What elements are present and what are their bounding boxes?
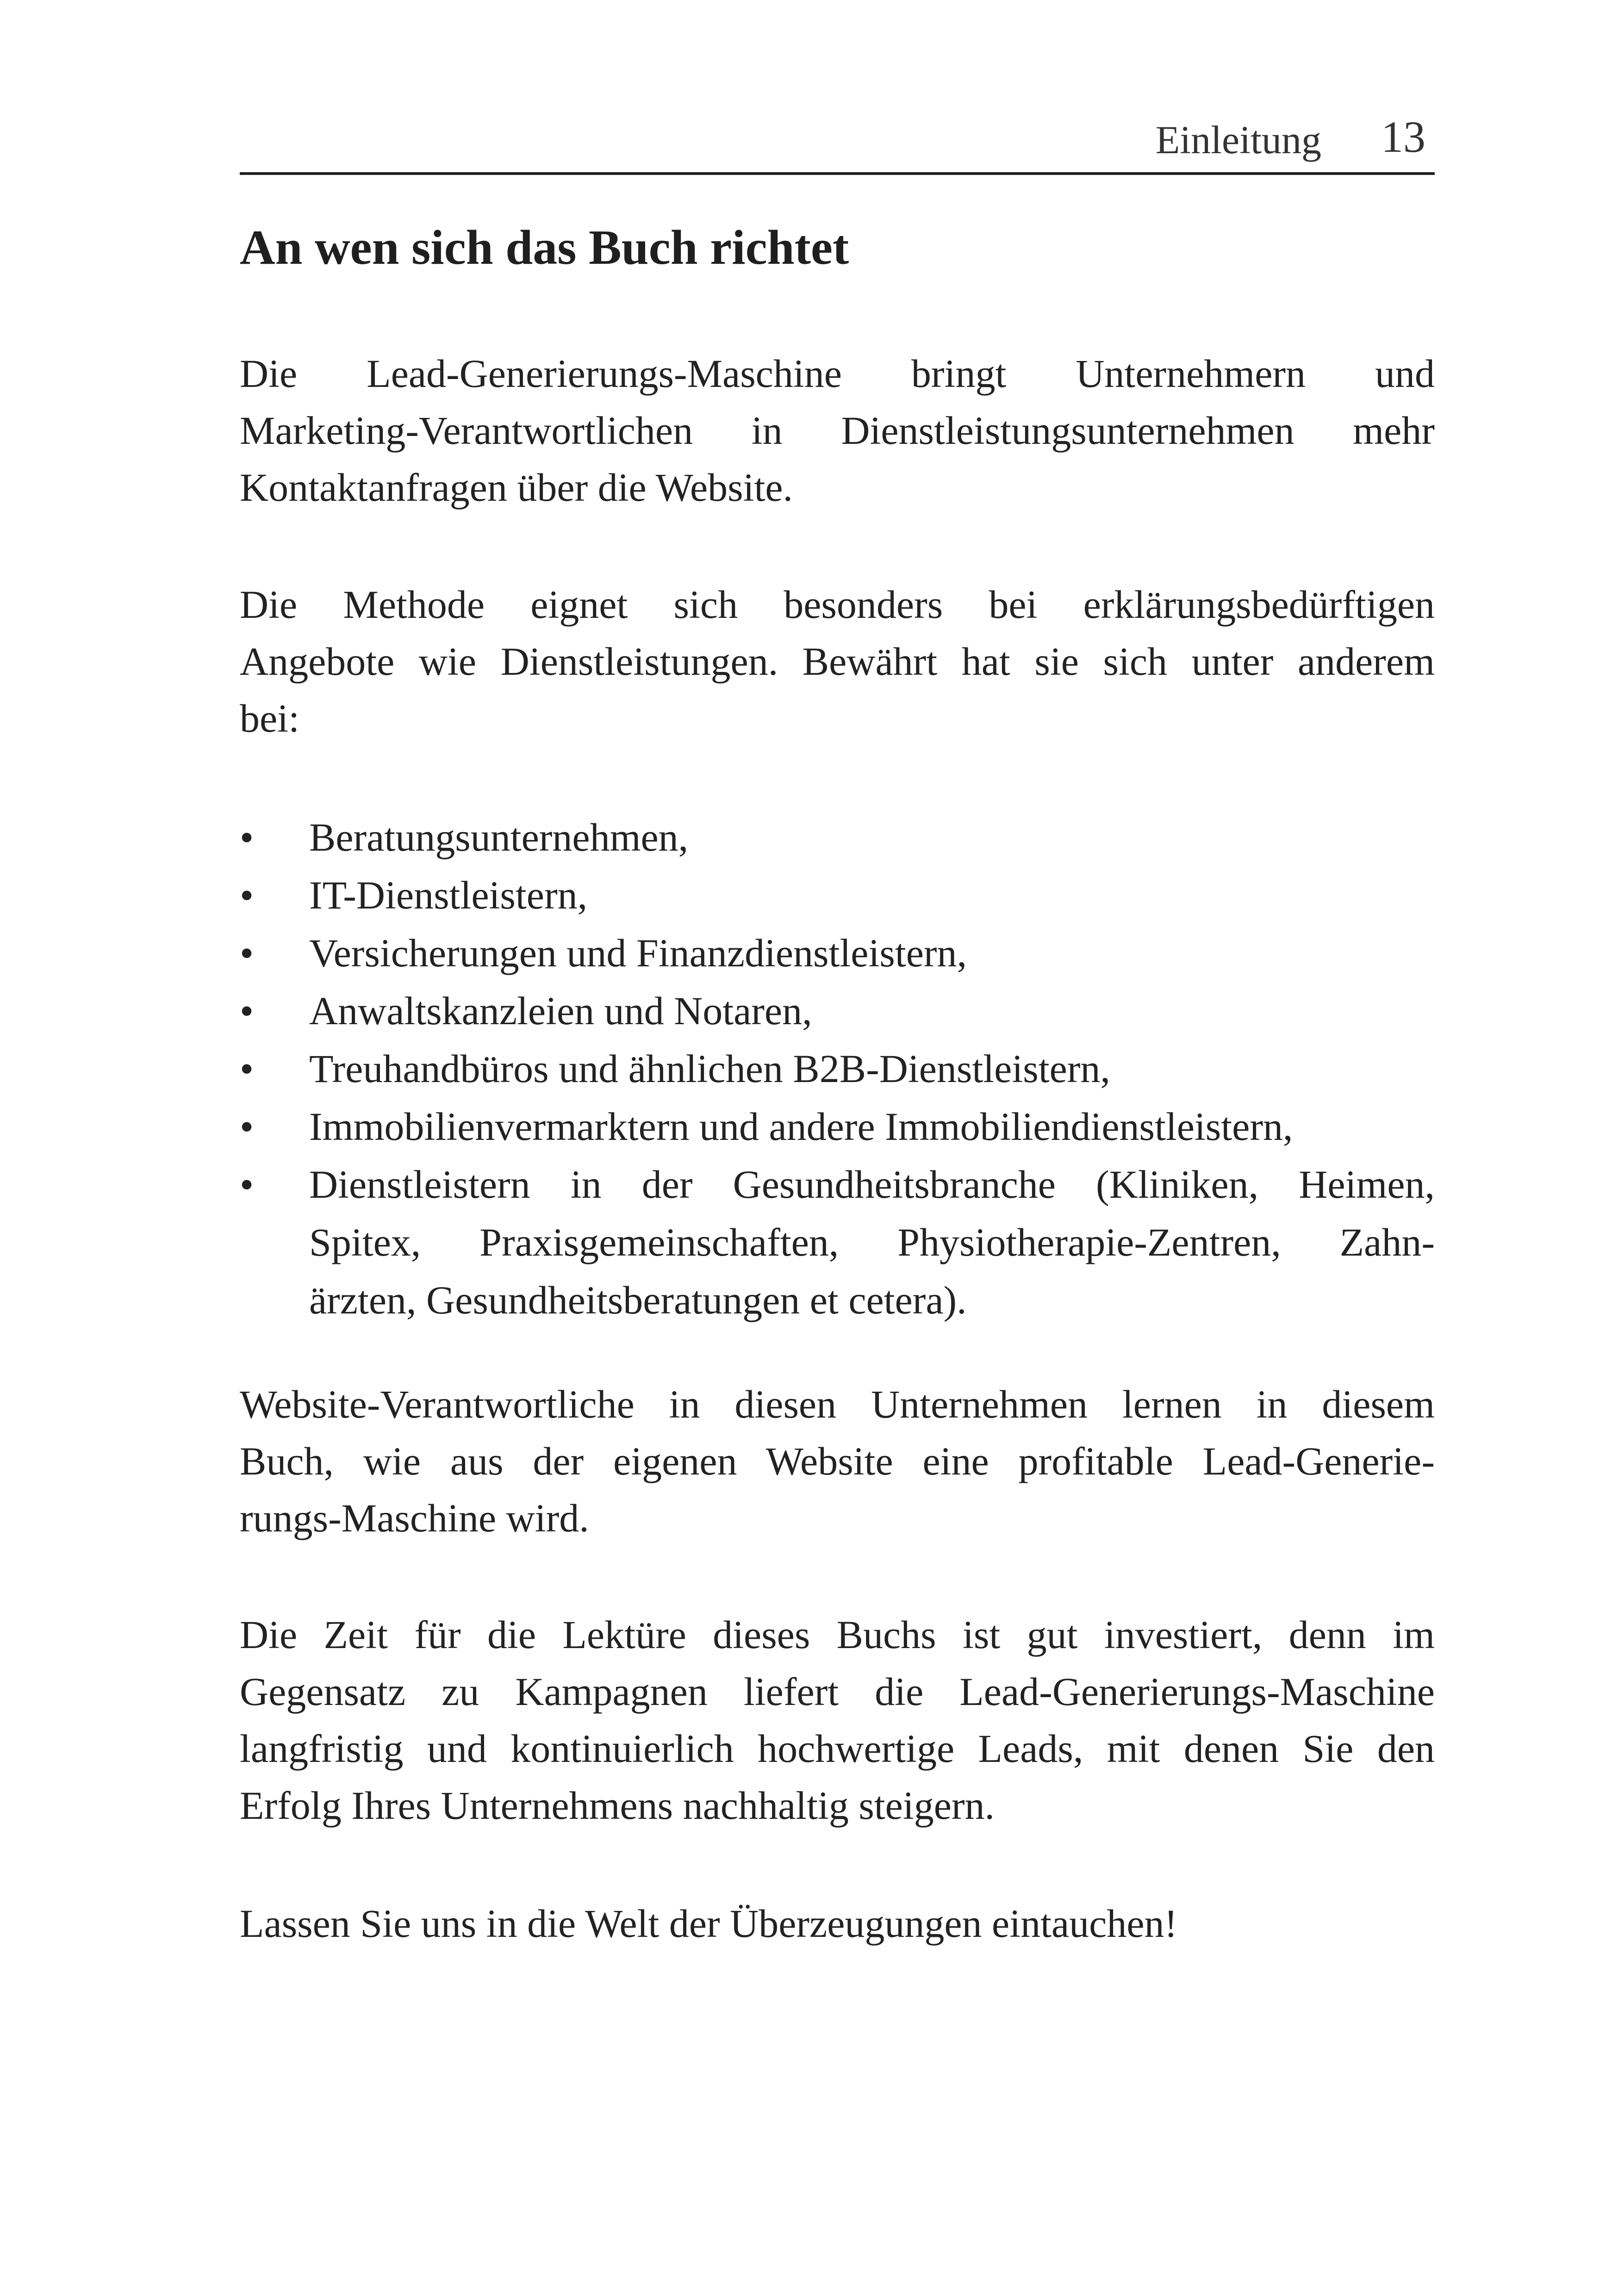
paragraph-line: rungs-Maschine wird. [240,1496,589,1540]
header-rule [240,172,1435,175]
list-item-text: Beratungsunternehmen, [309,815,689,859]
list-item [240,982,1435,1040]
paragraph-line: Kontaktanfragen über die Website. [240,465,793,510]
paragraph-line: Die Methode eignet sich besonders bei erklärungsbedürftigen [240,582,1435,627]
paragraph-line: bei: [240,696,299,740]
paragraph-line: Lassen Sie uns in die Welt der Überzeugungen eintauchen! [240,1901,1178,1946]
list-item-text: Immobilienvermarktern und andere Immobiliendienstleistern, [309,1104,1293,1149]
bullet-list [240,809,1435,1329]
paragraph-line: Marketing-Verantwortlichen in Dienstleistungsunternehmen mehr [240,408,1435,453]
bullet-icon: • [240,989,254,1033]
list-item [240,1098,1435,1156]
bullet-icon: • [240,931,254,975]
list-item [240,1040,1435,1098]
list-item-text: Dienstleistern in der Gesundheitsbranche (Kliniken, Heimen, [309,1162,1435,1207]
list-item-text: IT-Dienstleistern, [309,873,588,917]
list-item [240,924,1435,982]
list-item [240,809,1435,866]
paragraph-line: Erfolg Ihres Unternehmens nachhaltig steigern. [240,1783,995,1828]
paragraph-line: Gegensatz zu Kampagnen liefert die Lead-Generierungs-Maschine [240,1669,1435,1714]
paragraph-line: Die Zeit für die Lektüre dieses Buchs ist gut investiert, denn im [240,1612,1435,1657]
paragraph-2 [240,576,1435,747]
running-header [240,106,1435,171]
paragraph-line: Die Lead-Generierungs-Maschine bringt Unternehmern und [240,351,1435,396]
paragraph-3 [240,1376,1435,1547]
list-item [240,1156,1435,1329]
bullet-icon: • [240,815,254,859]
list-item [240,866,1435,924]
running-header-section: Einleitung [1155,118,1321,162]
paragraph-line: langfristig und kontinuierlich hochwertige Leads, mit denen Sie den [240,1726,1435,1771]
bullet-icon: • [240,1046,254,1091]
list-item-text: Treuhandbüros und ähnlichen B2B-Dienstleistern, [309,1046,1110,1091]
page-number: 13 [1381,112,1425,162]
bullet-icon: • [240,1162,254,1207]
paragraph-1 [240,345,1435,516]
list-item-text: Versicherungen und Finanzdienstleistern, [309,931,967,975]
paragraph-5 [240,1895,1435,1952]
list-item-text: ärzten, Gesundheitsberatungen et cetera). [309,1278,967,1322]
paragraph-line: Website-Verantwortliche in diesen Unternehmen lernen in diesem [240,1382,1435,1426]
list-item-text: Spitex, Praxisgemeinschaften, Physiotherapie-Zentren, Zahn- [309,1220,1435,1264]
bullet-icon: • [240,1104,254,1149]
paragraph-line: Buch, wie aus der eigenen Website eine profitable Lead-Generie- [240,1439,1435,1483]
bullet-icon: • [240,873,254,917]
section-heading: An wen sich das Buch richtet [240,220,849,274]
list-item-text: Anwaltskanzleien und Notaren, [309,989,812,1033]
paragraph-line: Angebote wie Dienstleistungen. Bewährt hat sie sich unter anderem [240,639,1435,684]
paragraph-4 [240,1606,1435,1834]
